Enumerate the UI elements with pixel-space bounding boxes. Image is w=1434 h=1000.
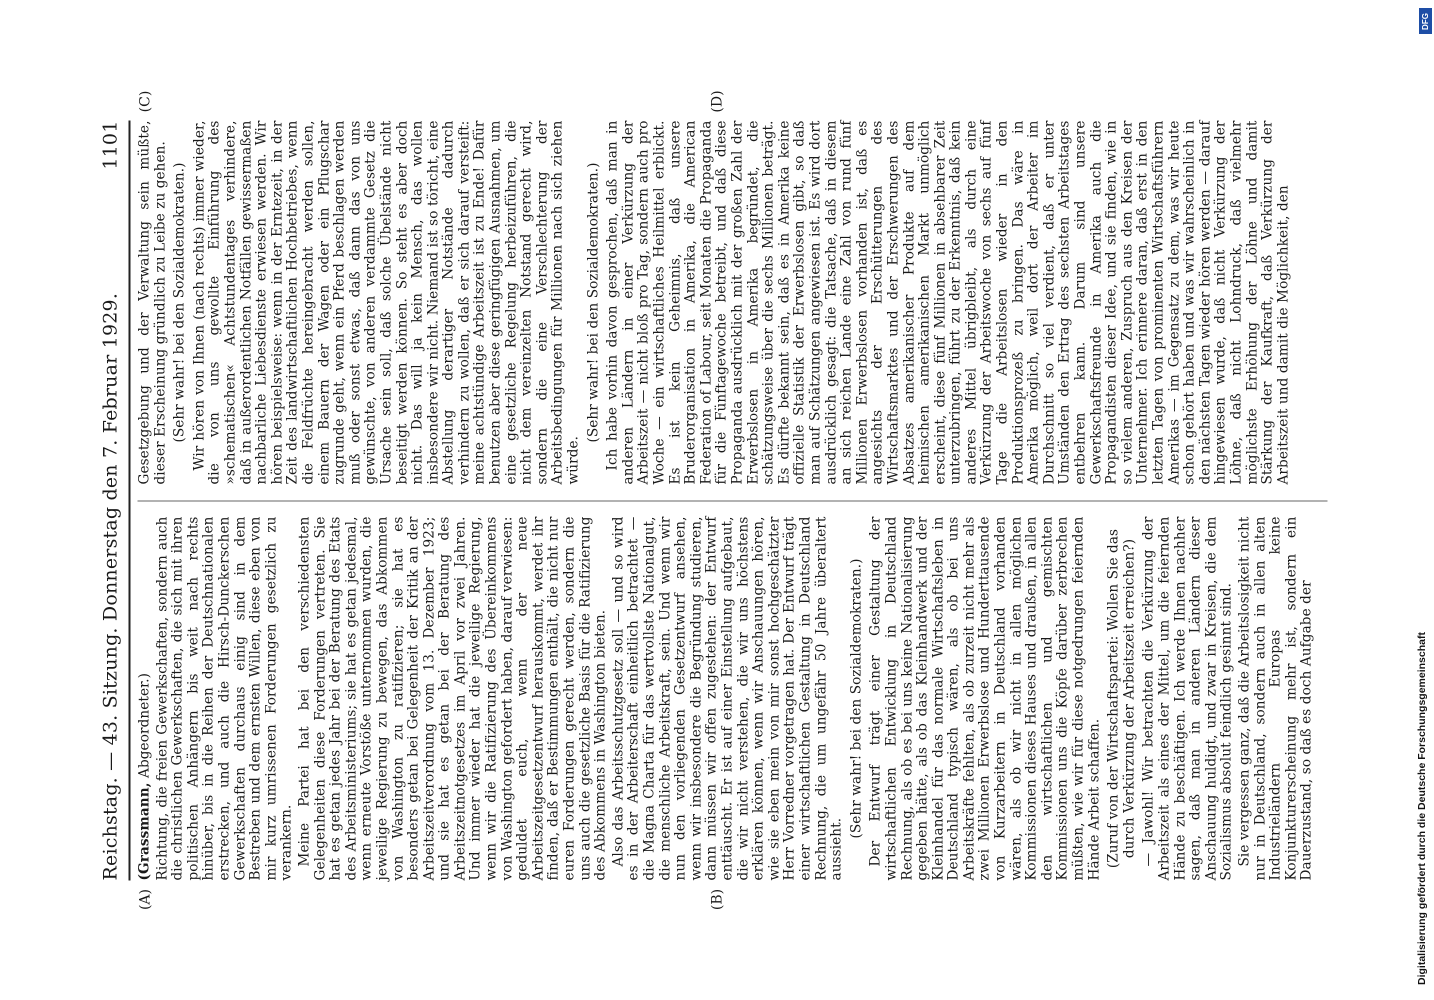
paragraph: Wir hören von Ihnen (nach rechts) immer wieder, die von uns gewollte Einführung des »schematischen« Achtstundentages verhindere, daß in außerordentlichen Notfällen gewissermaßen nachbarliche Liebesdienste erwiesen werden. Wir hören beispielsweise: wenn in der Erntezeit, in der Zeit des landwirtschaftlichen Hochbetriebes, wenn die Feldfrüchte hereingebracht werden sollen, einem Bauern der Wagen oder ein Pflugschar zugrunde geht, wenn ein Pferd beschlagen werden muß oder sonst etwas, daß dann das von uns gewünschte, von anderen verdammte Gesetz die Ursache sein soll, daß solche Übelstände nicht beseitigt werden können. So steht es aber doch nicht. Das will ja kein Mensch, das wollen insbesondere wir nicht. Niemand ist so töricht, eine Abstellung derartiger Notstände dadurch verhindern zu wollen, daß er sich darauf versteift: meine achtstündige Arbeitszeit ist zu Ende! Dafür benutzen aber diese geringfügigen Ausnahmen, um eine gesetzliche Regelung herbeizuführen, die nicht dem vereinzelten Notstand gerecht wird, sondern die eine Verschlechterung der Arbeitsbedingungen für Millionen nach sich ziehen würde. [191,120,582,485]
paragraph: Der Entwurf trägt einer Gestaltung der wirtschaftlichen Entwicklung in Deutschland Rechnung, als ob es bei uns keine Nationalisierung gegeben hätte, als ob das Kleinhandwerk und der Kleinhandel für das normale Wirtschaftsleben in Deutschland typisch wären, als ob bei uns Arbeitskräfte fehlten, als ob zurzeit nicht mehr als zwei Millionen Erwerbslose und Hunderttausende von Kurzarbeitern in Deutschland vorhanden wären, als ob wir nicht in allen möglichen Kommissionen dieses Hauses und draußen, in allen den wirtschaftlichen und gemischten Kommissionen uns die Köpfe darüber zerbrechen müßten, wie wir für diese notgedrungen feiernden Hände Arbeit schaffen. [867,516,1103,881]
interjection: (Sehr wahr! bei den Sozialdemokraten.) [171,162,188,443]
paragraph: Gesetzgebung und der Verwaltung sein müßte, dieser Erscheinung gründlich zu Leibe zu gehen. [136,120,169,485]
header-rule [129,121,131,881]
column-divider [138,501,1328,502]
digitization-note: Digitalisierung gefördert durch die Deutsche Forschungsgemeinschaft [1416,632,1428,985]
dfg-logo: DFG [1419,8,1432,34]
left-text-column [138,517,1328,881]
page-number: 1101 [99,120,122,170]
paragraph: Ich habe vorhin davon gesprochen, daß man in anderen Ländern in einer Verkürzung der Arbeitszeit — nicht bloß pro Tag, sondern auch pro Woche — ein wirtschaftliches Heilmittel erblickt. Es ist kein Geheimnis, daß unsere Bruderorganisation in Amerika, die American Federation of Labour, seit Monaten die Propaganda für die Fünftagewoche betreibt, und daß diese Propaganda ausdrücklich mit der großen Zahl der Erwerbslosen in Amerika begründet, die schätzungsweise über die sechs Millionen beträgt. Es dürfte bekannt sein, daß es in Amerika keine offizielle Statistik der Erwerbslosen gibt, so daß man auf Schätzungen angewiesen ist. Es wird dort ausdrücklich gesagt: die Tatsache, daß in diesem an sich reichen Lande eine Zahl von rund fünf Millionen Erwerbslosen vorhanden ist, daß es angesichts der Erschütterungen des Wirtschaftsmarktes und der Erschwerungen des Absatzes amerikanischer Produkte auf dem heimischen amerikanischen Markt unmöglich erscheint, diese fünf Millionen in absehbarer Zeit unterzubringen, führt zu der Erkenntnis, daß kein anderes Mittel übrigbleibt, als durch eine Verkürzung der Arbeitswoche von sechs auf fünf Tage die Arbeitslosen wieder in den Produktionsprozeß zu bringen. Das wäre in Amerika möglich, weil dort der Arbeiter im Durchschnitt so viel verdient, daß er unter Umständen den Ertrag des sechsten Arbeitstages entbehren kann. Darum sind unsere Gewerkschaftsfreunde in Amerika auch die Propagandisten dieser Idee, und sie finden, wie in so vielem anderen, Zuspruch aus den Kreisen der Unternehmer. Ich erinnere daran, daß erst in den letzten Tagen von prominenten Wirtschaftsführern Amerikas — im Gegensatz zu dem, was wir heute schon gehört haben und was wir wahrscheinlich in den nächsten Tagen wieder hören werden — darauf hingewiesen wurde, daß nicht Verkürzung der Löhne, daß nicht Lohndruck, daß vielmehr möglichste Erhöhung der Löhne und damit Stärkung der Kaufkraft, daß Verkürzung der Arbeitszeit und damit die Möglichkeit, den [604,120,1292,485]
paragraph: Also das Arbeitsschutzgesetz soll — und so wird es in der Arbeiterschaft einheitlich betrachtet — die Magna Charta für das wertvollste Nationalgut, die menschliche Arbeitskraft, sein. Und wenn wir nun den vorliegenden Gesetzentwurf ansehen, wenn wir insbesondere die Begründung studieren, dann müssen wir offen zugestehen: der Entwurf enttäuscht. Er ist auf einer Einstellung aufgebaut, die wir nicht verstehen, die wir uns höchstens erklären können, wenn wir Anschauungen hören, wie sie eben mein von mir sonst hochgeschätzter Herr Vorredner vorgetragen hat. Der Entwurf trägt einer wirtschaftlichen Gestaltung in Deutschland Rechnung, die um ungefähr 50 Jahre überaltert aussieht. [610,516,845,881]
paragraph: Meine Partei hat bei den verschiedensten Gelegenheiten diese Forderungen vertreten. Sie hat es getan jedes Jahr bei der Beratung des Etats des Arbeitsministeriums; sie hat es getan jedesmal, wenn erneute Vorstöße unternommen wurden, die jeweilige Regierung zu bewegen, das Abkommen von Washington zu ratifizieren; sie hat es besonders getan bei Gelegenheit der Kritik an der Arbeitszeitverordnung vom 13. Dezember 1923; und sie hat es getan bei der Beratung des Arbeitszeitnotgesetzes im April vor zwei Jahren. Und immer wieder hat die jeweilige Regierung, wenn wir die Ratifizierung des Übereinkommens von Washington gefordert haben, darauf verwiesen: geduldet euch, wenn der neue Arbeitszeitgesetzentwurf herauskommt, werdet ihr finden, daß er Bestimmungen enthält, die nicht nur euren Forderungen gerecht werden, sondern die uns auch die gesetzliche Basis für die Ratifizierung des Abkommens in Washington bieten. [296,516,609,881]
margin-marker-c: (C) [137,90,154,113]
margin-marker-a: (A) [137,888,154,911]
page-header [100,121,126,881]
right-text-column [138,121,1328,485]
speaker-role: Abgeordneter.) [136,672,153,783]
paragraph: Richtung, die freien Gewerkschaften, sondern auch die christlichen Gewerkschaften, die sich mit ihren politischen Anhängern bis weit nach rechts hinüber, bis in die Reihen der Deutschnationalen erstrecken, und auch die Hirsch-Dunckerschen Gewerkschaften durchaus einig sind in dem Bestreben und dem ernsten Willen, diese eben von mir kurz umrissenen Forderungen gesetzlich zu verankern. [154,516,295,881]
speaker-name: (Grassmann, [136,782,153,881]
rotated-page-content [99,90,1335,911]
digitization-sidebar [1418,8,1432,992]
header-title: Reichstag. — 43. Sitzung. Donnerstag den 7. Februar 1929. [99,292,122,881]
speaker-line [138,517,154,881]
paragraph: — Jawohl! Wir betrachten die Verkürzung der Arbeitszeit als eines der Mittel, um die feiernden Hände zu beschäftigen. Ich werde Ihnen nachher sagen, daß man in anderen Ländern dieser Anschauung huldigt, und zwar in Kreisen, die dem Sozialismus absolut feindlich gesinnt sind. [1140,516,1235,881]
interjection: (Zuruf von der Wirtschaftspartei: Wollen Sie das durch Verkürzung der Arbeitszeit erreichen?) [1105,528,1138,869]
margin-marker-b: (B) [709,888,726,911]
paragraph: Sie vergessen ganz, daß die Arbeitslosigkeit nicht nur in Deutschland, sondern auch in allen alten Industrieländern Europas keine Konjunkturerscheinung mehr ist, sondern ein Dauerzustand, so daß es doch Aufgabe der [1236,516,1315,881]
margin-marker-d: (D) [709,90,726,113]
interjection: (Sehr wahr! bei den Sozialdemokraten.) [848,558,865,839]
interjection: (Sehr wahr! bei den Sozialdemokraten.) [585,162,602,443]
